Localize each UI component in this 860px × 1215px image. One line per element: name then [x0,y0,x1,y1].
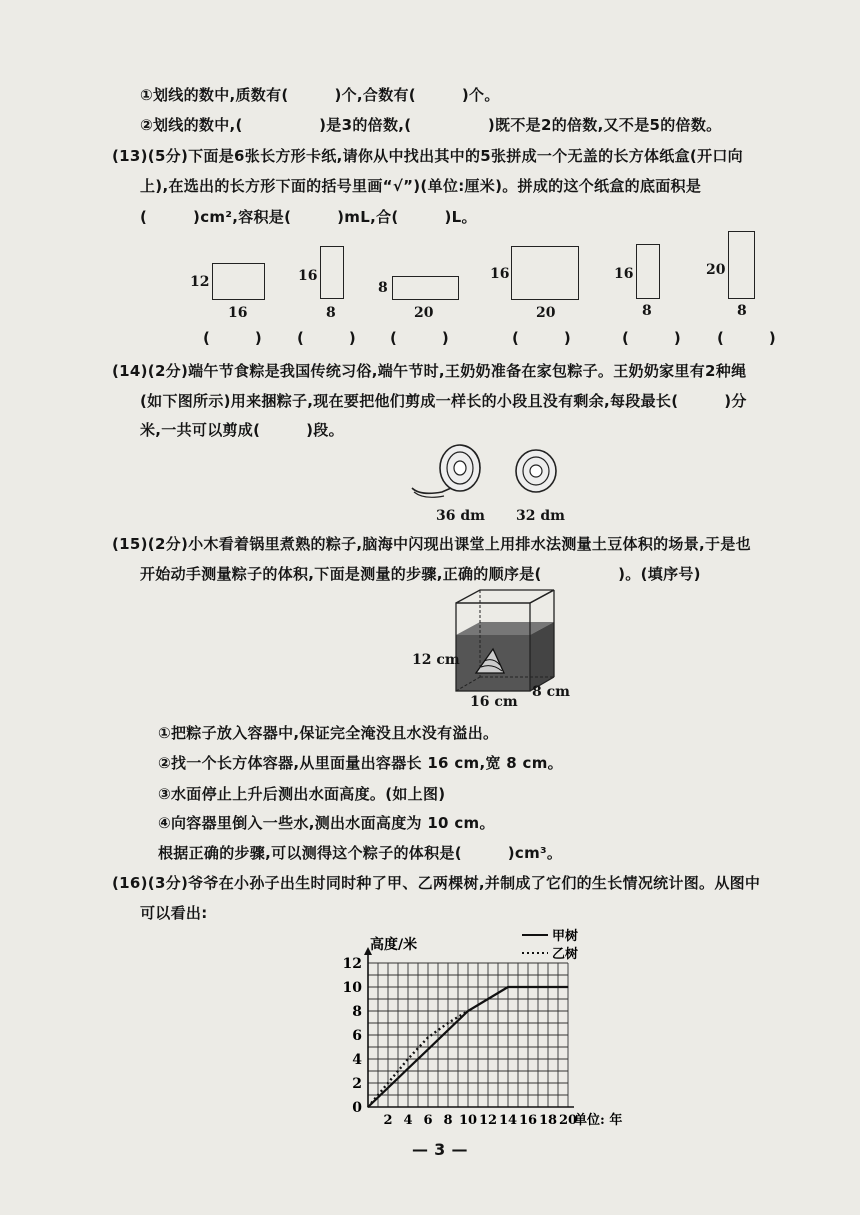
series-1-point [407,1068,408,1069]
x-axis-label: 单位: 年 [574,1113,623,1128]
growth-line-chart [330,925,690,1130]
rope-1-length: 36 dm [436,508,485,524]
q15-step4: ④向容器里倒入一些水,测出水面高度为 10 cm。 [158,814,495,832]
q15-step1: ①把粽子放入容器中,保证完全淹没且水没有溢出。 [158,724,499,742]
series-2-point [387,1082,388,1083]
series-1-point [507,986,508,987]
rope-2-length: 32 dm [516,508,565,524]
series-1-point [427,1049,428,1050]
q14-line3: 米,一共可以剪成( )段。 [140,421,344,439]
container-length-label: 16 cm [470,694,518,710]
q15-step3: ③水面停止上升后测出水面高度。(如上图) [158,785,446,803]
card-5-answer[interactable]: ( ) [622,329,681,347]
y-tick-label: 4 [352,1052,362,1068]
q15-step2: ②找一个长方体容器,从里面量出容器长 16 cm,宽 8 cm。 [158,754,563,772]
y-tick-label: 6 [352,1028,362,1044]
card-4-answer[interactable]: ( ) [512,329,571,347]
q14-line1: (14)(2分)端午节食粽是我国传统习俗,端午节时,王奶奶准备在家包粽子。王奶奶家里有2种绳 [112,362,747,380]
x-tick-label: 8 [443,1113,453,1128]
x-tick-label: 20 [558,1113,578,1128]
series-1-point [527,986,528,987]
q12-line2: ②划线的数中,( )是3的倍数,( )既不是2的倍数,又不是5的倍数。 [140,116,722,134]
rope-coils-illustration [400,440,580,510]
legend-label-2: 乙树 [552,947,579,962]
y-tick-label: 0 [352,1100,362,1116]
series-1-point [567,986,568,987]
q13-line3: ( )cm²,容积是( )mL,合( )L。 [140,208,477,226]
series-2-point [447,1022,448,1023]
q15-result: 根据正确的步骤,可以测得这个粽子的体积是( )cm³。 [158,844,563,862]
series-1-point [447,1030,448,1031]
x-tick-label: 16 [518,1113,538,1128]
y-tick-label: 2 [352,1076,362,1092]
rope-coil-2-icon [516,450,556,492]
q16-line1: (16)(3分)爷爷在小孙子出生时同时种了甲、乙两棵树,并制成了它们的生长情况统计图。从图中 [112,874,761,892]
q15-line1: (15)(2分)小木看着锅里煮熟的粽子,脑海中闪现出课堂上用排水法测量土豆体积的场景,于是也 [112,535,751,553]
series-2-point [427,1037,428,1038]
card-6-answer[interactable]: ( ) [717,329,776,347]
y-tick-label: 8 [352,1004,362,1020]
q12-line1: ①划线的数中,质数有( )个,合数有( )个。 [140,86,500,104]
x-tick-label: 14 [498,1113,518,1128]
series-2-point [467,1010,468,1011]
x-tick-label: 6 [423,1113,433,1128]
y-axis-label: 高度/米 [370,937,418,953]
card-3-answer[interactable]: ( ) [390,329,449,347]
x-tick-label: 4 [403,1113,413,1128]
page-number: — 3 — [412,1140,468,1159]
q16-line2: 可以看出: [140,904,208,922]
series-1-point [487,998,488,999]
q15-line2: 开始动手测量粽子的体积,下面是测量的步骤,正确的顺序是( )。(填序号) [140,565,701,583]
q13-line1: (13)(5分)下面是6张长方形卡纸,请你从中找出其中的5张拼成一个无盖的长方体纸盒(开口向 [112,147,743,165]
x-tick-label: 10 [458,1113,478,1128]
y-tick-label: 12 [342,956,362,972]
legend-label-1: 甲树 [552,929,579,944]
container-illustration [448,585,568,697]
x-tick-label: 2 [383,1113,393,1128]
q13-line2: 上),在选出的长方形下面的括号里画“√”)(单位:厘米)。拼成的这个纸盒的底面积是 [140,177,702,195]
rope-coil-1-icon [412,445,480,497]
x-tick-label: 18 [538,1113,558,1128]
series-2-point [367,1106,368,1107]
exam-page: ①划线的数中,质数有( )个,合数有( )个。 ②划线的数中,( )是3的倍数,( )既不是2的倍数,又不是5的倍数。 (13)(5分)下面是6张长方形卡纸,请你从中找出其中的5张拼成一个无盖的长方体纸盒(开口向 上),在选出的长方形下面的括号里画“√”)(单位:厘米)。拼成的这个纸盒的底面积是 ( )cm²,容积是( )mL,合( )L。 12 16 ( ) 16 8 ( ) 8 20 ( ) 16 20 ( ) 16 8 ( ) 20 8 ( ) (14)(2分)端午节食粽是我国传统习俗,端午节时,王奶奶准备在家包粽子。王奶奶家里有2种绳 (如下图所示)用来捆粽子,现在要把他们剪成一样长的小段且没有剩余,每段最长( )分 米,一共可以剪成( )段。 36 dm 32 dm (15)(2分)小木看着锅里煮熟的粽子,脑海中闪现出课堂上用排水法测量土豆体积的场景,于是也 开始动手测量粽子的体积,下面是测量的步骤,正确的顺序是( )。(填序号) 12 cm 16 cm 8 cm ①把粽子放入容器中,保证完全淹没且水没有溢出。 ②找一个长方体容器,从里面量出容器长 16 cm,宽 8 cm。 ③水面停止上升后测出水面高度。(如上图) ④向容器里倒入一些水,测出水面高度为 10 cm。 根据正确的步骤,可以测得这个粽子的体积是( )cm³。 (16)(3分)爷爷在小孙子出生时同时种了甲、乙两棵树,并制成了它们的生长情况统计图。从图中 可以看出: 0 2 4 6 8 10 12 2 4 6 8 10 12 14 16 18 20 高度/米 单位: 年 甲树 乙树 — 3 — [0,0,860,1215]
series-1-point [387,1087,388,1088]
series-1-point [547,986,548,987]
q14-line2: (如下图所示)用来捆粽子,现在要把他们剪成一样长的小段且没有剩余,每段最长( )分 [140,392,747,410]
container-height-label: 12 cm [412,652,460,668]
series-2-point [407,1058,408,1059]
y-tick-label: 10 [342,980,362,996]
card-2-answer[interactable]: ( ) [297,329,356,347]
card-1-answer[interactable]: ( ) [203,329,262,347]
x-tick-label: 12 [478,1113,498,1128]
container-width-label: 8 cm [532,684,570,700]
